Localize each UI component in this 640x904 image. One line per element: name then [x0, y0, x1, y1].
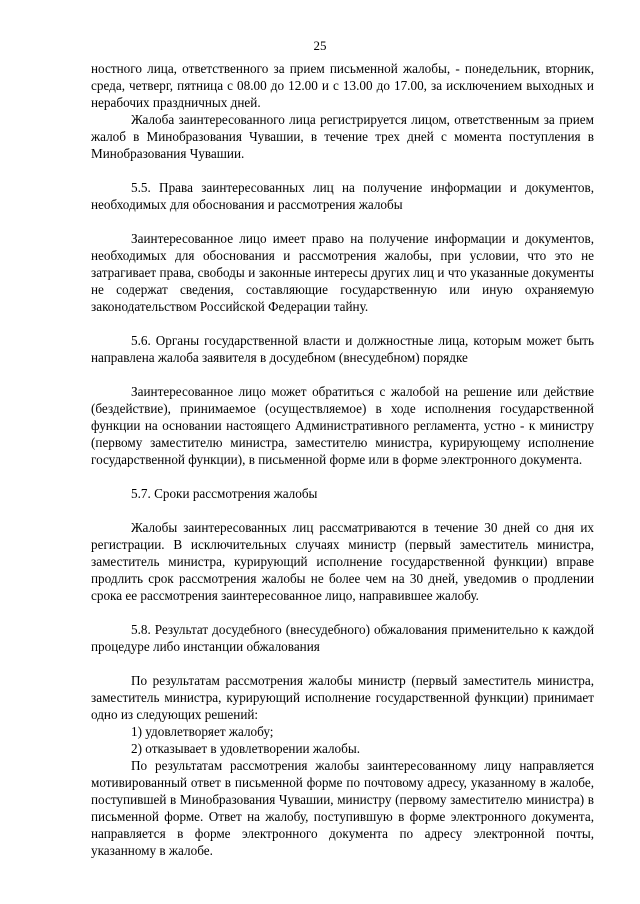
spacer — [91, 604, 594, 621]
section-heading-5-6: 5.6. Органы государственной власти и должностные лица, которым может быть направлена жалоба заявителя в досудебном (внесудебном) порядке — [91, 333, 594, 365]
list-item-refuse: 2) отказывает в удовлетворении жалобы. — [131, 741, 361, 756]
spacer — [91, 655, 594, 672]
paragraph-review-period: Жалобы заинтересованных лиц рассматриваются в течение 30 дней со дня их регистрации. В исключительных случаях министр (первый заместитель министра, заместитель министра, курирующий исполнение государственной функции) вправе продлить срок рассмотрения жалобы не более чем на 30 дней, уведомив о продлении срока ее рассмотрения заинтересованное лицо, направившее жалобу. — [91, 520, 594, 603]
list-item-satisfy: 1) удовлетворяет жалобу; — [131, 724, 274, 739]
section-heading-5-5: 5.5. Права заинтересованных лиц на получение информации и документов, необходимых для обоснования и рассмотрения жалобы — [91, 180, 594, 212]
paragraph-review-results: По результатам рассмотрения жалобы министр (первый заместитель министра, заместитель министра, курирующий исполнение государственной функции) принимает одно из следующих решений: — [91, 673, 594, 722]
section-heading-5-7: 5.7. Сроки рассмотрения жалобы — [131, 486, 318, 501]
spacer — [91, 366, 594, 383]
spacer — [91, 315, 594, 332]
section-heading-5-8: 5.8. Результат досудебного (внесудебного) обжалования применительно к каждой процедуре либо инстанции обжалования — [91, 622, 594, 654]
spacer — [91, 213, 594, 230]
page-number: 25 — [313, 38, 327, 53]
paragraph-response: По результатам рассмотрения жалобы заинтересованному лицу направляется мотивированный ответ в письменной форме по почтовому адресу, указанному в жалобе, поступившей в Минобразования Чувашии, министру (первому заместителю министра) в письменной форме. Ответ на жалобу, поступившую в форме электронного документа, направляется в форме электронного документа по адресу электронной почты, указанному в жалобе. — [91, 758, 594, 858]
paragraph-right-to-information: Заинтересованное лицо имеет право на получение информации и документов, необходимых для обоснования и рассмотрения жалобы, при условии, что это не затрагивает права, свободы и законные интересы других лиц и что указанные документы не содержат сведения, составляющие государственную или иную охраняемую законодательством Российской Федерации тайну. — [91, 231, 594, 314]
spacer — [91, 502, 594, 519]
paragraph-complaint-recipients: Заинтересованное лицо может обратиться с жалобой на решение или действие (бездействие), принимаемое (осуществляемое) в ходе исполнения государственной функции на основании настоящего Административного регламента, устно - к министру (первому заместителю министра, заместителю министра, курирующему исполнение государственной функции), в письменной форме или в форме электронного документа. — [91, 384, 594, 467]
spacer — [91, 162, 594, 179]
spacer — [91, 468, 594, 485]
paragraph-working-hours: ностного лица, ответственного за прием письменной жалобы, - понедельник, вторник, среда, четверг, пятница с 08.00 до 12.00 и с 13.00 до 17.00, за исключением выходных и нерабочих праздничных дней. — [91, 61, 594, 110]
document-body — [91, 60, 594, 859]
paragraph-registration: Жалоба заинтересованного лица регистрируется лицом, ответственным за прием жалоб в Минобразования Чувашии, в течение трех дней с момента поступления в Минобразования Чувашии. — [91, 112, 594, 161]
